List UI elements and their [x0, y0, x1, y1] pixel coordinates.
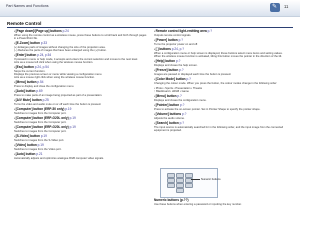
bullet-icon: • — [14, 107, 16, 112]
page-reference-link[interactable]: p.25 — [42, 98, 49, 103]
entry-description: Turns the projector power on and off. — [154, 42, 198, 46]
entry-description: Adjusts the audio volume. — [154, 117, 185, 121]
entry-item — [14, 135, 148, 142]
entry-label: [Computer] button (ERP-G20L only) — [15, 125, 69, 130]
entry-item — [154, 113, 288, 120]
page-reference-link[interactable]: p.54 — [37, 80, 44, 85]
page-reference-link[interactable]: p.21 — [36, 152, 43, 157]
entry-item — [154, 60, 288, 67]
entry-description: Images are paused or displayed each time the button is pressed. — [154, 72, 232, 76]
page-reference-link[interactable]: p.? — [186, 77, 191, 82]
entry-description: Displays and closes the configuration menu. — [154, 99, 207, 103]
page-reference-link[interactable]: p.19 — [69, 125, 76, 130]
entry-item — [14, 42, 148, 52]
entry-description: (+) Enlarges parts of images without changing the size of the projection area. (−) Reduces the parts of images that have been enlarged using the (+) button. — [14, 45, 107, 52]
entry-item — [154, 78, 288, 85]
bullet-icon: • — [14, 80, 16, 85]
entry-label: [Volume] buttons — [155, 112, 182, 117]
entry-item — [154, 69, 288, 76]
entry-item — [154, 30, 288, 37]
bullet-icon: • — [154, 112, 156, 117]
entry-label: [Computer] button (ERP-50 only) — [15, 107, 65, 112]
bullet-icon: • — [14, 89, 16, 94]
entry-label: [S-Video] button — [15, 134, 40, 139]
bullet-icon: • — [14, 125, 16, 130]
page-header — [0, 0, 300, 17]
entry-description: Press to display and close the configuration menu. — [14, 85, 75, 89]
entry-item — [154, 48, 288, 58]
entry-item — [154, 104, 288, 111]
entry-item — [14, 144, 148, 151]
entry-item — [14, 99, 148, 106]
entry-description: Outputs remote control signals. — [154, 33, 192, 37]
figure-caption-desc: Use these buttons when entering a password or inputting the key number. — [154, 202, 242, 206]
figure-caption-block — [154, 199, 294, 206]
entry-label: [Menu] button — [155, 94, 177, 99]
entry-label: [Auto] button — [15, 89, 36, 94]
bullet-icon: • — [14, 41, 16, 46]
entry-item — [14, 66, 148, 79]
entry-description: Switches to images from the Computer port. — [14, 121, 67, 125]
page-reference-link[interactable]: p.19 — [65, 107, 72, 112]
entry-item — [14, 153, 148, 160]
entry-description: If pressed in menu or help mode, it accepts and enters the current selection and moves to the next level. Acts as a mouse left click when using the wireless mouse function. — [14, 57, 138, 65]
entry-item — [154, 39, 288, 46]
entry-description: Switches to images from the S-Video port. — [14, 139, 65, 143]
entry-item — [154, 122, 288, 132]
bullet-icon: • — [14, 116, 16, 121]
entry-label: [A/V Mute] button — [15, 98, 42, 103]
entry-label: Remote control light-emitting area — [155, 29, 207, 33]
bullet-icon: • — [154, 121, 156, 126]
callout-line — [191, 179, 200, 180]
bullet-icon: • — [14, 53, 16, 58]
entry-label: [Power] button — [155, 37, 178, 42]
bullet-icon: • — [154, 103, 156, 108]
bullet-icon: • — [154, 29, 156, 33]
entry-description: When using the remote control as a wireless mouse, press these buttons to scroll back and forth through pages in a PowerPoint file. — [14, 33, 147, 40]
entry-description: Switches to images from the Computer port. — [14, 112, 67, 116]
page-reference-link[interactable]: p.69 — [36, 89, 43, 94]
entry-label: [Color Mode] button — [155, 77, 186, 82]
entry-item — [14, 126, 148, 133]
remote-figure — [160, 168, 221, 198]
page-reference-link[interactable]: p.24, p.? — [171, 46, 185, 51]
page-reference-link[interactable]: p.19 — [40, 134, 47, 139]
entry-label: [Esc] button — [15, 65, 34, 70]
entry-description: Displays and closes the help screen. — [154, 63, 198, 67]
right-column — [154, 30, 288, 134]
entry-label: [Search] button — [155, 121, 179, 126]
entry-item — [14, 117, 148, 124]
page-reference-link[interactable]: p.? — [177, 94, 182, 99]
section-title: Remote Control — [7, 21, 42, 26]
bullet-icon: • — [154, 37, 156, 42]
entry-description: The input source is automatically searched for in the following order, and the input image from the connected equipment is projected. — [154, 126, 284, 133]
entry-item — [14, 81, 148, 88]
entry-description: Switches to images from the Computer port. — [14, 130, 67, 134]
entry-item — [154, 95, 288, 102]
entry-label: [Freeze] button — [155, 68, 179, 73]
entry-item — [14, 54, 148, 64]
entry-description: Stops the current function. Displays the previous screen or menu while viewing a configuration menu. Acts as a mouse right click when using the wireless mouse function. — [14, 70, 103, 80]
bullet-icon: • — [154, 59, 156, 64]
entry-label: [Menu] button — [15, 80, 37, 85]
header-title: Part Names and Functions — [6, 4, 49, 8]
page-reference-link[interactable]: p.19 — [69, 116, 76, 121]
page-reference-link[interactable]: p.24, p.54 — [37, 53, 52, 58]
entry-label: [Help] button — [155, 59, 176, 64]
figure-caption: Numeric buttons (p.??) — [154, 198, 189, 202]
bullet-icon: • — [14, 143, 16, 148]
bookmark-icon[interactable]: ✎ — [270, 3, 280, 12]
bullet-icon: • — [154, 46, 156, 51]
entry-description: Switches to images from the Video port. — [14, 148, 62, 152]
entry-description: Press to activate the on-screen pointer. Set in Pointer Shape to specify the pointer shape. — [154, 108, 261, 112]
numeric-keypad — [167, 173, 193, 193]
bullet-icon: • — [14, 29, 16, 33]
entry-label: [Page down]/[Page up] buttons — [15, 29, 62, 33]
page-reference-link[interactable]: p.? — [175, 59, 181, 64]
page-reference-link[interactable]: p.19 — [37, 143, 44, 148]
bullet-icon: • — [14, 65, 16, 70]
section-divider — [7, 27, 293, 28]
entry-description: Changing the colour mode. When you press the button, the colour modes change in the following order: — [154, 81, 278, 85]
entry-label: [Enter] button — [15, 53, 37, 58]
bullet-icon: • — [14, 98, 16, 103]
left-column — [14, 30, 148, 162]
entry-label: [Computer] button (ERP-G20L only) — [15, 116, 69, 121]
bullet-icon: • — [154, 94, 156, 99]
entry-item — [14, 108, 148, 115]
page-reference-link[interactable]: p.? — [178, 37, 183, 42]
page-reference-link[interactable]: p.24, p.54 — [34, 65, 49, 70]
entry-description: Turns the video and audio mute on or off each time the button is pressed. — [14, 103, 102, 107]
page-reference-link[interactable]: p.33 — [40, 41, 47, 46]
entry-label: [Auto] button — [15, 152, 36, 157]
page-reference-link[interactable]: p.24 — [62, 29, 69, 33]
entry-description: Press to make parts of an image being projected as part of a presentation. — [14, 94, 103, 98]
page-reference-link[interactable]: p.? — [180, 103, 185, 108]
page-number: 11 — [284, 4, 289, 9]
callout-label: Numeric buttons — [201, 177, 221, 181]
page-reference-link[interactable]: p.? — [179, 121, 185, 126]
entry-label: [E-Zoom] button — [15, 41, 40, 46]
page-reference-link[interactable]: p.? — [182, 112, 187, 117]
bullet-icon: • — [154, 77, 156, 82]
entry-item — [14, 30, 148, 40]
page-reference-link[interactable]: p.? — [179, 68, 184, 73]
page-reference-link[interactable]: p.? — [207, 29, 212, 33]
entry-item — [154, 87, 288, 93]
bullet-icon: • — [14, 134, 16, 139]
entry-label: [Pointer] button — [155, 103, 180, 108]
bullet-icon: • — [14, 152, 16, 157]
entry-description: Automatically adjusts and optimizes analogue RGB computer video signals. — [14, 157, 104, 161]
entry-description: • Photo • Sports • Presentation • Theatre ↑ Blackboard • sRGB • Game — [154, 87, 203, 94]
bullet-icon: • — [154, 68, 156, 73]
entry-item — [14, 90, 148, 97]
entry-description: When a configuration menu or help screen is displayed, these buttons select menu items and setting values. When the wireless mouse function is activated, tilting this button moves the pointer in the direction of the tilt. — [154, 51, 283, 58]
entry-label: [ ] buttons — [155, 46, 171, 51]
entry-label: [Video] button — [15, 143, 37, 148]
